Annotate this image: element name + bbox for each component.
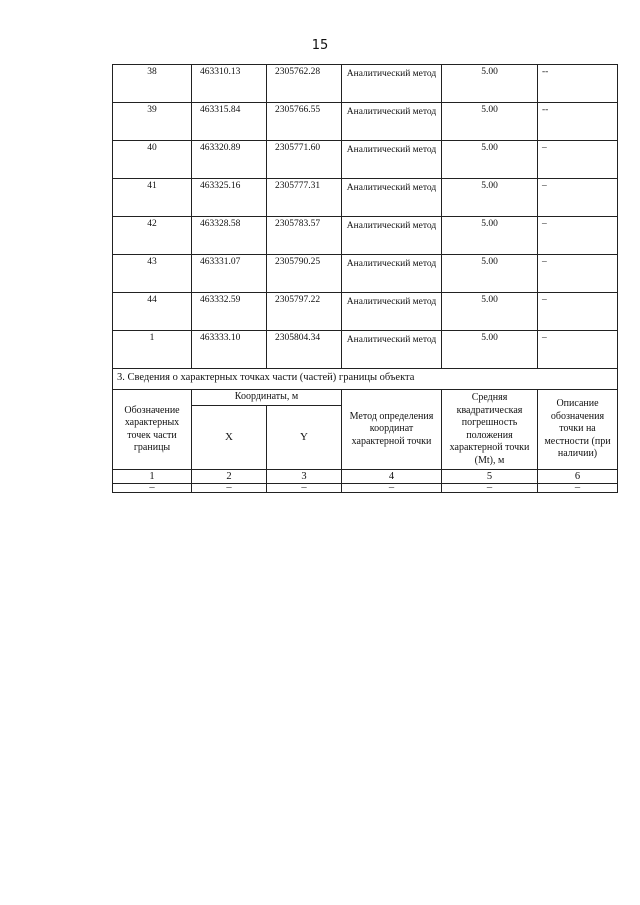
section-3-title: 3. Сведения о характерных точках части (частей) границы объекта xyxy=(113,369,618,390)
table-row xyxy=(113,65,618,103)
point-number: 44 xyxy=(113,293,192,331)
coordinate-x: 463310.13 xyxy=(192,65,267,103)
table-row xyxy=(113,255,618,293)
empty-cell: – xyxy=(267,484,342,493)
column-number-row xyxy=(113,470,618,484)
description-cell: – xyxy=(538,293,618,331)
page-number: 15 xyxy=(311,38,329,53)
empty-cell: – xyxy=(113,484,192,493)
point-number: 40 xyxy=(113,141,192,179)
point-number: 38 xyxy=(113,65,192,103)
header-coordinates: Координаты, м xyxy=(192,390,342,406)
column-number: 3 xyxy=(267,470,342,484)
column-number: 1 xyxy=(113,470,192,484)
accuracy-cell: 5.00 xyxy=(442,293,538,331)
coordinate-x: 463333.10 xyxy=(192,331,267,369)
empty-cell: – xyxy=(442,484,538,493)
coordinate-x: 463320.89 xyxy=(192,141,267,179)
section-3-header-row-1 xyxy=(113,390,618,406)
method-cell: Аналитический метод xyxy=(342,103,442,141)
empty-data-row xyxy=(113,484,618,493)
header-x: X xyxy=(192,405,267,469)
table-row xyxy=(113,331,618,369)
method-cell: Аналитический метод xyxy=(342,217,442,255)
points-table-body xyxy=(113,65,618,369)
accuracy-cell: 5.00 xyxy=(442,217,538,255)
description-cell: -- xyxy=(538,103,618,141)
table-row xyxy=(113,103,618,141)
description-cell: – xyxy=(538,179,618,217)
header-designation: Обозначение характерных точек части границы xyxy=(113,390,192,470)
boundary-points-table xyxy=(112,64,618,493)
coordinate-x: 463325.16 xyxy=(192,179,267,217)
method-cell: Аналитический метод xyxy=(342,331,442,369)
point-number: 1 xyxy=(113,331,192,369)
point-number: 41 xyxy=(113,179,192,217)
table-row xyxy=(113,217,618,255)
description-cell: – xyxy=(538,331,618,369)
table-row xyxy=(113,141,618,179)
table-row xyxy=(113,293,618,331)
column-number: 6 xyxy=(538,470,618,484)
point-number: 39 xyxy=(113,103,192,141)
empty-cell: – xyxy=(342,484,442,493)
description-cell: -- xyxy=(538,65,618,103)
empty-cell: – xyxy=(538,484,618,493)
coordinate-y: 2305797.22 xyxy=(267,293,342,331)
header-y: Y xyxy=(267,405,342,469)
coordinate-y: 2305777.31 xyxy=(267,179,342,217)
column-number: 4 xyxy=(342,470,442,484)
accuracy-cell: 5.00 xyxy=(442,179,538,217)
header-description: Описание обозначения точки на местности (при наличии) xyxy=(538,390,618,470)
table-row xyxy=(113,179,618,217)
description-cell: – xyxy=(538,217,618,255)
coordinate-y: 2305804.34 xyxy=(267,331,342,369)
method-cell: Аналитический метод xyxy=(342,65,442,103)
coordinate-x: 463332.59 xyxy=(192,293,267,331)
method-cell: Аналитический метод xyxy=(342,179,442,217)
coordinate-x: 463328.58 xyxy=(192,217,267,255)
point-number: 43 xyxy=(113,255,192,293)
coordinate-y: 2305783.57 xyxy=(267,217,342,255)
coordinate-y: 2305766.55 xyxy=(267,103,342,141)
coordinate-y: 2305790.25 xyxy=(267,255,342,293)
header-accuracy: Средняя квадратическая погрешность положения характерной точки (Mt), м xyxy=(442,390,538,470)
point-number: 42 xyxy=(113,217,192,255)
coordinate-y: 2305771.60 xyxy=(267,141,342,179)
section-3-title-row xyxy=(113,369,618,390)
coordinate-y: 2305762.28 xyxy=(267,65,342,103)
description-cell: – xyxy=(538,255,618,293)
accuracy-cell: 5.00 xyxy=(442,255,538,293)
accuracy-cell: 5.00 xyxy=(442,141,538,179)
method-cell: Аналитический метод xyxy=(342,141,442,179)
method-cell: Аналитический метод xyxy=(342,255,442,293)
coordinate-x: 463331.07 xyxy=(192,255,267,293)
accuracy-cell: 5.00 xyxy=(442,331,538,369)
column-number: 5 xyxy=(442,470,538,484)
accuracy-cell: 5.00 xyxy=(442,65,538,103)
description-cell: – xyxy=(538,141,618,179)
header-method: Метод определения координат характерной точки xyxy=(342,390,442,470)
empty-cell: – xyxy=(192,484,267,493)
coordinate-x: 463315.84 xyxy=(192,103,267,141)
accuracy-cell: 5.00 xyxy=(442,103,538,141)
column-number: 2 xyxy=(192,470,267,484)
method-cell: Аналитический метод xyxy=(342,293,442,331)
